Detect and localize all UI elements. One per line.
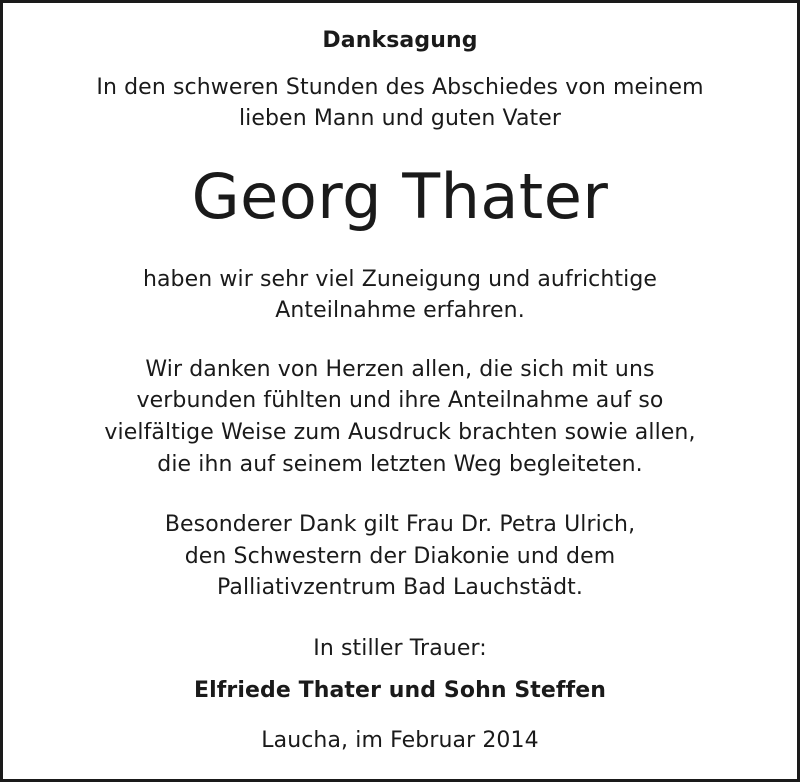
deceased-name: Georg Thater bbox=[191, 160, 609, 233]
intro-line-2: lieben Mann und guten Vater bbox=[238, 106, 562, 131]
intro-line-1: In den schweren Stunden des Abschiedes von meinem bbox=[96, 75, 704, 100]
heading: Danksagung bbox=[322, 28, 478, 53]
place-date: Laucha, im Februar 2014 bbox=[261, 728, 539, 753]
special-thanks-line-3: Palliativzentrum Bad Lauchstädt. bbox=[216, 575, 583, 600]
family-names: Elfriede Thater und Sohn Steffen bbox=[193, 678, 607, 703]
special-thanks-line-1: Besonderer Dank gilt Frau Dr. Petra Ulrich, bbox=[164, 512, 636, 537]
mourning-line: In stiller Trauer: bbox=[313, 636, 487, 661]
thanks-line-2: verbunden fühlten und ihre Anteilnahme auf so bbox=[136, 388, 664, 413]
thanks-line-1: Wir danken von Herzen allen, die sich mit uns bbox=[145, 357, 655, 382]
received-line-2: Anteilnahme erfahren. bbox=[275, 298, 525, 323]
thanks-line-3: vielfältige Weise zum Ausdruck brachten sowie allen, bbox=[104, 420, 696, 445]
special-thanks-line-2: den Schwestern der Diakonie und dem bbox=[184, 544, 616, 569]
received-line-1: haben wir sehr viel Zuneigung und aufrichtige bbox=[142, 267, 658, 292]
thanks-line-4: die ihn auf seinem letzten Weg begleiteten. bbox=[157, 452, 643, 477]
